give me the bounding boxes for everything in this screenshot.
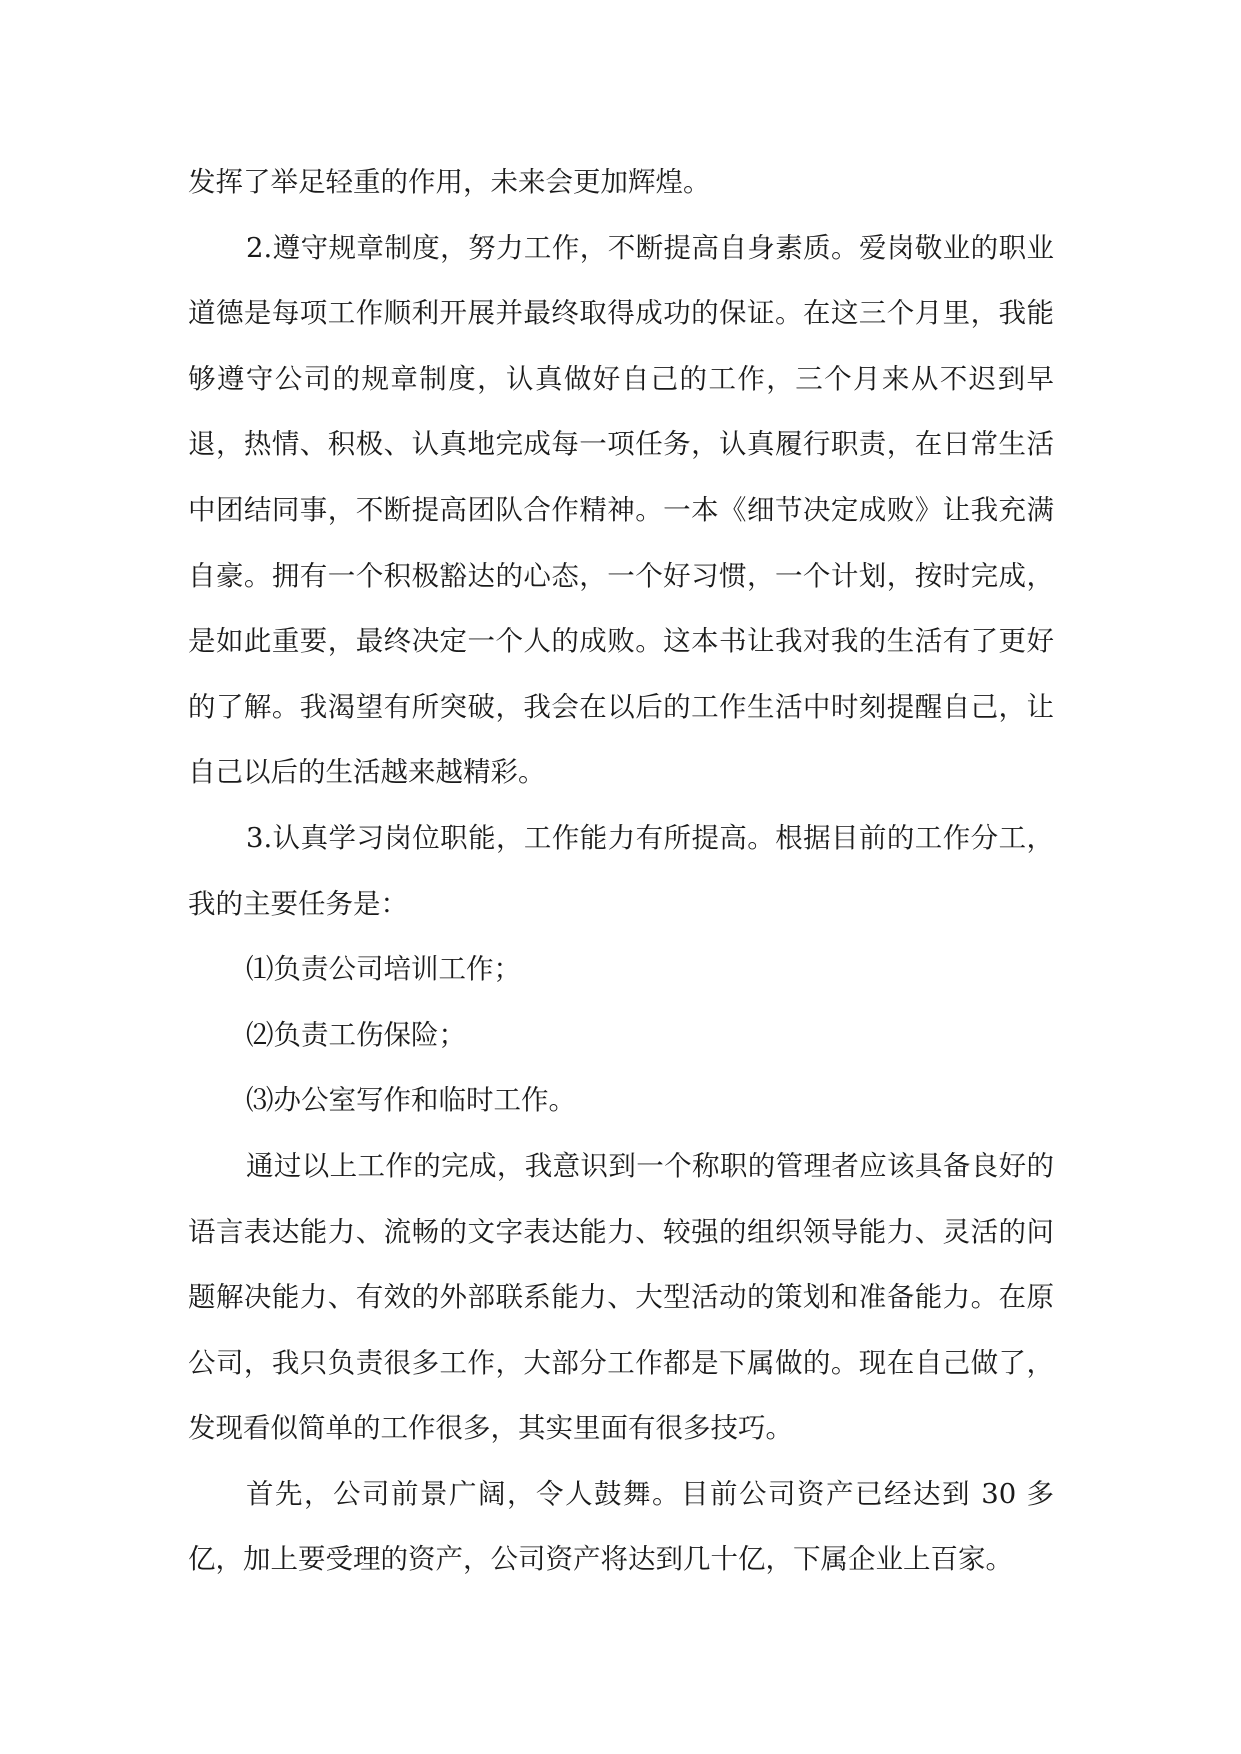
list-item-2: ⑵负责工伤保险； [246,1018,466,1051]
paragraph-continuation: 发挥了举足轻重的作用，未来会更加辉煌。 [188,166,711,198]
document-body [188,150,1054,1593]
list-item-1: ⑴负责公司培训工作； [246,953,521,986]
paragraph-prospects: 首先，公司前景广阔，令人鼓舞。目前公司资产已经达到 30 多亿，加上要受理的资产，公司资产将达到几十亿，下属企业上百家。 [188,1477,1054,1576]
paragraph-item-2: 2.遵守规章制度，努力工作，不断提高自身素质。爱岗敬业的职业道德是每项工作顺利开展并最终取得成功的保证。在这三个月里，我能够遵守公司的规章制度，认真做好自己的工作，三个月来从不迟到早退，热情、积极、认真地完成每一项任务，认真履行职责，在日常生活中团结同事，不断提高团队合作精神。一本《细节决定成败》让我充满自豪。拥有一个积极豁达的心态，一个好习惯，一个计划，按时完成，是如此重要，最终决定一个人的成败。这本书让我对我的生活有了更好的了解。我渴望有所突破，我会在以后的工作生活中时刻提醒自己，让自己以后的生活越来越精彩。 [188,231,1054,789]
paragraph-reflection: 通过以上工作的完成，我意识到一个称职的管理者应该具备良好的语言表达能力、流畅的文字表达能力、较强的组织领导能力、灵活的问题解决能力、有效的外部联系能力、大型活动的策划和准备能力。在原公司，我只负责很多工作，大部分工作都是下属做的。现在自己做了，发现看似简单的工作很多，其实里面有很多技巧。 [188,1149,1054,1445]
paragraph-item-3: 3.认真学习岗位职能，工作能力有所提高。根据目前的工作分工，我的主要任务是： [188,821,1054,920]
list-item-3: ⑶办公室写作和临时工作。 [246,1084,576,1117]
